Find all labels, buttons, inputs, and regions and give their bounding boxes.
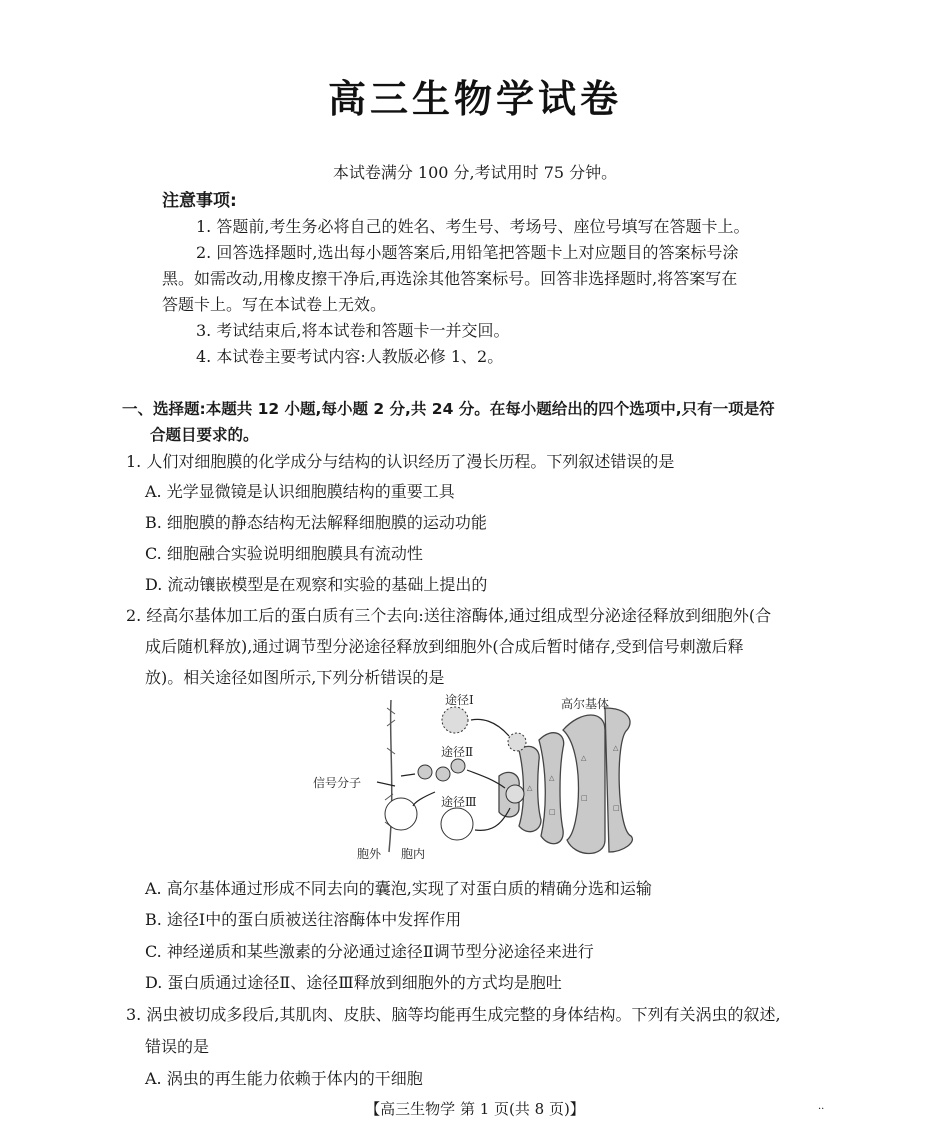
label-path-1: 途径Ⅰ xyxy=(445,693,474,707)
storage-vesicle xyxy=(385,798,417,830)
question-3-stem: 3. 涡虫被切成多段后,其肌肉、皮肤、脑等均能再生成完整的身体结构。下列有关涡虫的叙述, xyxy=(126,1005,781,1024)
svg-text:□: □ xyxy=(613,804,620,812)
question-2-stem-cont: 放)。相关途径如图所示,下列分析错误的是 xyxy=(145,668,445,687)
golgi-pathway-figure xyxy=(305,690,645,862)
note-line: 黑。如需改动,用橡皮擦干净后,再选涂其他答案标号。回答非选择题时,将答案写在 xyxy=(162,269,738,288)
label-path-2: 途径Ⅱ xyxy=(441,745,474,759)
note-line: 4. 本试卷主要考试内容:人教版必修 1、2。 xyxy=(196,347,504,366)
label-inside-cell: 胞内 xyxy=(401,847,426,861)
svg-text:□: □ xyxy=(581,794,588,802)
question-2-option-a: A. 高尔基体通过形成不同去向的囊泡,实现了对蛋白质的精确分选和运输 xyxy=(145,879,652,898)
section-heading-cont: 合题目要求的。 xyxy=(150,426,259,444)
question-2-option-b: B. 途径Ⅰ中的蛋白质被送往溶酶体中发挥作用 xyxy=(145,910,462,929)
section-heading: 一、选择题:本题共 12 小题,每小题 2 分,共 24 分。在每小题给出的四个选项中,只有一项是符 xyxy=(122,400,775,418)
note-line: 1. 答题前,考生务必将自己的姓名、考生号、考场号、座位号填写在答题卡上。 xyxy=(196,217,750,236)
question-1-option-b: B. 细胞膜的静态结构无法解释细胞膜的运动功能 xyxy=(145,513,487,532)
secretory-vesicle xyxy=(451,759,465,773)
question-1-option-a: A. 光学显微镜是认识细胞膜结构的重要工具 xyxy=(145,482,455,501)
svg-text:△: △ xyxy=(613,744,619,752)
footer-mark: ·· xyxy=(818,1104,825,1115)
storage-vesicle xyxy=(441,808,473,840)
question-1-option-c: C. 细胞融合实验说明细胞膜具有流动性 xyxy=(145,544,423,563)
svg-text:△: △ xyxy=(549,774,555,782)
svg-text:△: △ xyxy=(581,754,587,762)
golgi-apparatus xyxy=(499,708,632,854)
exam-info: 本试卷满分 100 分,考试用时 75 分钟。 xyxy=(332,163,618,182)
question-1-stem: 1. 人们对细胞膜的化学成分与结构的认识经历了漫长历程。下列叙述错误的是 xyxy=(126,452,675,471)
lysosome-vesicle xyxy=(442,707,468,733)
note-line: 2. 回答选择题时,选出每小题答案后,用铅笔把答题卡上对应题目的答案标号涂 xyxy=(196,243,739,262)
secretory-vesicle xyxy=(436,767,450,781)
notes-heading: 注意事项: xyxy=(162,191,237,211)
svg-text:□: □ xyxy=(549,808,556,816)
svg-text:△: △ xyxy=(527,784,533,792)
budding-vesicle xyxy=(506,785,524,803)
note-line: 答题卡上。写在本试卷上无效。 xyxy=(162,295,387,314)
label-outside-cell: 胞外 xyxy=(357,847,382,861)
label-golgi: 高尔基体 xyxy=(561,697,610,711)
question-3-stem-cont: 错误的是 xyxy=(145,1037,210,1056)
label-signal-molecule: 信号分子 xyxy=(313,776,362,790)
question-2-option-c: C. 神经递质和某些激素的分泌通过途径Ⅱ调节型分泌途径来进行 xyxy=(145,942,594,961)
question-2-option-d: D. 蛋白质通过途径Ⅱ、途径Ⅲ释放到细胞外的方式均是胞吐 xyxy=(145,973,562,992)
label-path-3: 途径Ⅲ xyxy=(441,795,477,809)
question-2-stem: 2. 经高尔基体加工后的蛋白质有三个去向:送往溶酶体,通过组成型分泌途径释放到细胞外(合 xyxy=(126,606,772,625)
question-2-stem-cont: 成后随机释放),通过调节型分泌途径释放到细胞外(合成后暂时储存,受到信号刺激后释 xyxy=(145,637,744,656)
budding-vesicle xyxy=(508,733,526,751)
page-footer: 【高三生物学 第 1 页(共 8 页)】 xyxy=(365,1100,585,1118)
question-3-option-a: A. 涡虫的再生能力依赖于体内的干细胞 xyxy=(145,1069,423,1088)
note-line: 3. 考试结束后,将本试卷和答题卡一并交回。 xyxy=(196,321,510,340)
question-1-option-d: D. 流动镶嵌模型是在观察和实验的基础上提出的 xyxy=(145,575,488,594)
page-title: 高三生物学试卷 xyxy=(327,77,622,121)
secretory-vesicle xyxy=(418,765,432,779)
